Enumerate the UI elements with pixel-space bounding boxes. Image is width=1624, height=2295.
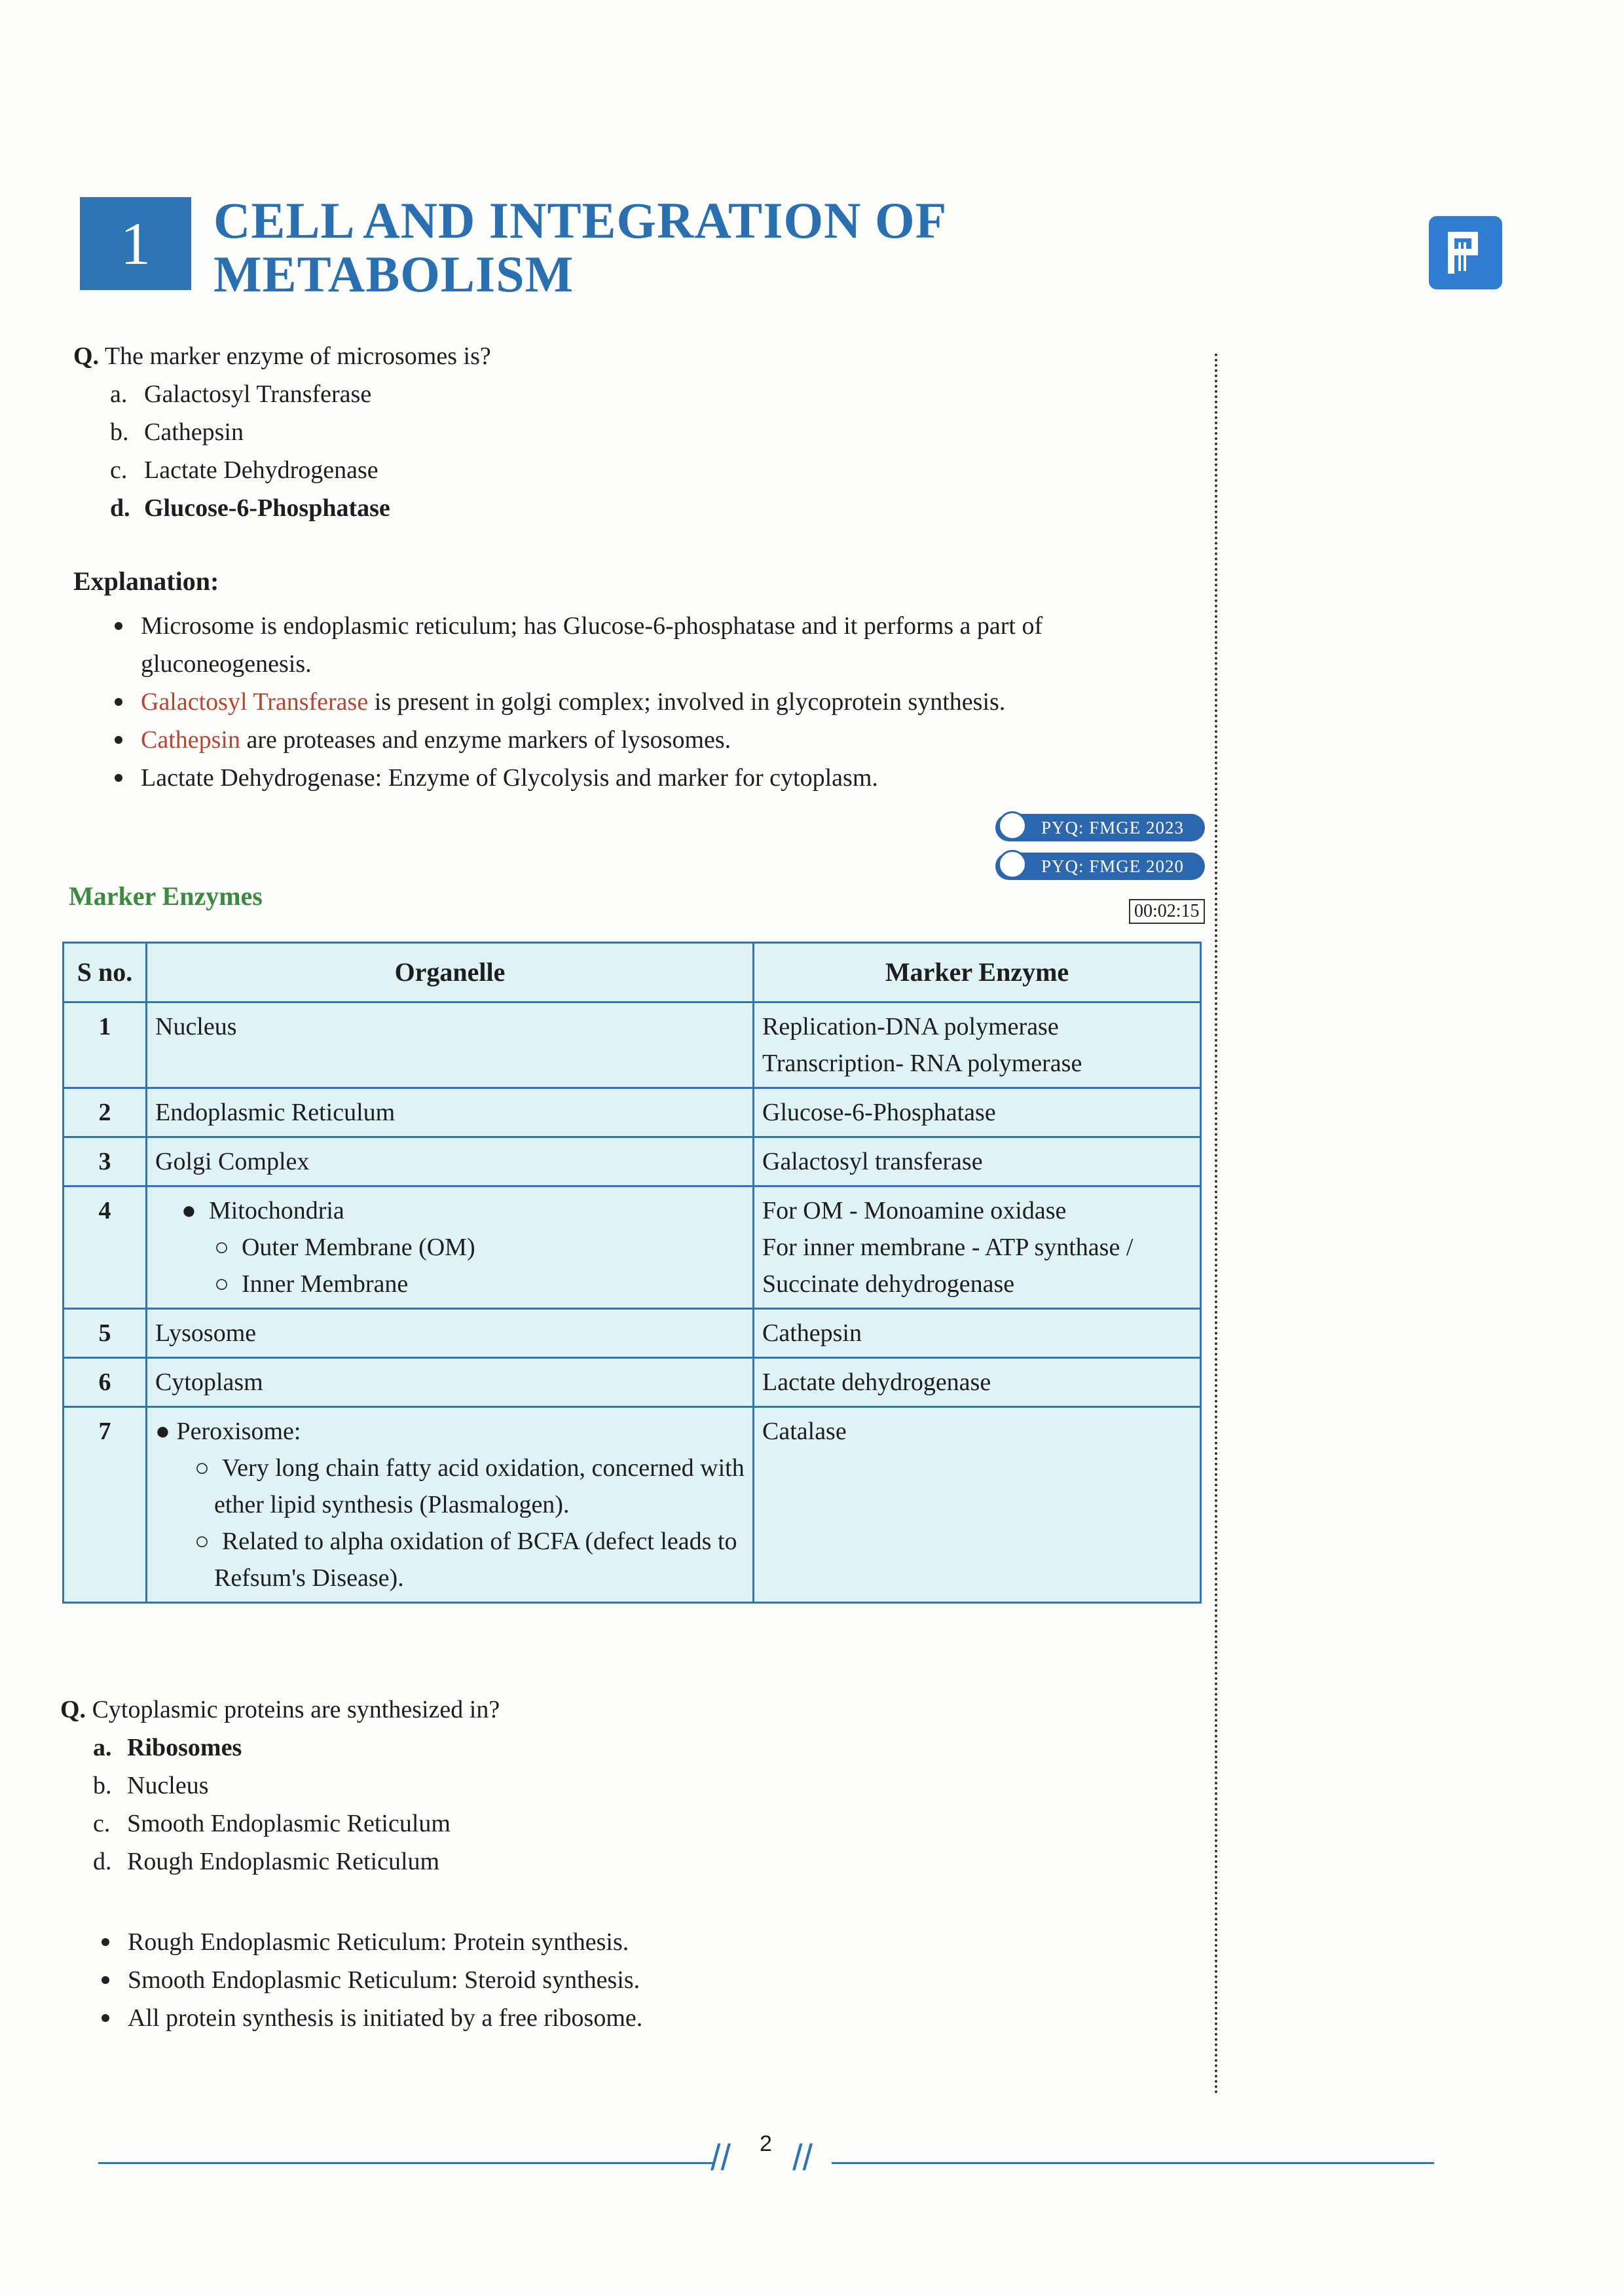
- cell-sno: 3: [64, 1137, 147, 1186]
- q2-bullet-2: Smooth Endoplasmic Reticulum: Steroid synthesis.: [128, 1962, 640, 1998]
- chapter-title: [213, 194, 1012, 301]
- explanation-heading: Explanation:: [73, 566, 219, 596]
- clock-icon: [998, 811, 1027, 840]
- cell-sno: 6: [64, 1358, 147, 1407]
- margin-dotted-line: [1215, 354, 1217, 2095]
- option-d: d. Rough Endoplasmic Reticulum: [93, 1848, 440, 1875]
- cell-enzyme: For OM - Monoamine oxidase For inner membrane - ATP synthase / Succinate dehydrogenase: [754, 1186, 1201, 1309]
- table-row: [64, 1088, 1201, 1137]
- explanation-bullet-3: Cathepsin are proteases and enzyme markers of lysosomes.: [141, 722, 731, 758]
- highlight-galactosyl: Galactosyl Transferase: [141, 688, 369, 716]
- table-row: [64, 1309, 1201, 1358]
- q2-bullet-3: All protein synthesis is initiated by a free ribosome.: [128, 2000, 642, 2036]
- cell-organelle: Cytoplasm: [147, 1358, 754, 1407]
- table-row: [64, 1358, 1201, 1407]
- bullet-icon: [101, 1938, 109, 1946]
- q-prefix: Q.: [73, 342, 100, 370]
- bullet-icon: [115, 774, 122, 782]
- table-header-row: [64, 943, 1201, 1002]
- table-row: [64, 1137, 1201, 1186]
- footer-slash-right: //: [792, 2137, 813, 2178]
- page-number: 2: [760, 2131, 772, 2156]
- option-a: a. Galactosyl Transferase: [110, 380, 372, 408]
- bullet-icon: [115, 698, 122, 706]
- explanation-bullet-4: Lactate Dehydrogenase: Enzyme of Glycolysis and marker for cytoplasm.: [141, 760, 878, 796]
- cell-enzyme: Lactate dehydrogenase: [754, 1358, 1201, 1407]
- explanation-bullet-1-cont: gluconeogenesis.: [141, 650, 312, 678]
- section-heading-marker-enzymes: Marker Enzymes: [69, 881, 263, 911]
- peroxisome-sub-2: ○ Related to alpha oxidation of BCFA (defect leads to Refsum's Disease).: [194, 1528, 737, 1592]
- footer-line-right: [832, 2162, 1434, 2164]
- option-c: c. Smooth Endoplasmic Reticulum: [93, 1810, 451, 1837]
- header-sno: S no.: [64, 943, 147, 1002]
- explanation-bullet-2: Galactosyl Transferase is present in golgi complex; involved in glycoprotein synthesis.: [141, 684, 1005, 720]
- cell-organelle: [147, 1407, 754, 1603]
- option-c: c. Lactate Dehydrogenase: [110, 456, 378, 484]
- table-row: [64, 1407, 1201, 1603]
- bullet-icon: [115, 622, 122, 630]
- bullet-icon: [101, 2014, 109, 2022]
- header-organelle: Organelle: [147, 943, 754, 1002]
- cell-enzyme: Cathepsin: [754, 1309, 1201, 1358]
- peroxisome-sub-1: ○ Very long chain fatty acid oxidation, concerned with ether lipid synthesis (Plasmalogen).: [194, 1454, 745, 1518]
- q2-bullet-1: Rough Endoplasmic Reticulum: Protein synthesis.: [128, 1924, 629, 1960]
- option-b: b. Nucleus: [93, 1772, 209, 1799]
- cell-enzyme: Catalase: [754, 1407, 1201, 1603]
- q1-options: [110, 375, 390, 527]
- header-marker-enzyme: Marker Enzyme: [754, 943, 1201, 1002]
- cell-organelle: Golgi Complex: [147, 1137, 754, 1186]
- timestamp-badge: 00:02:15: [1129, 899, 1205, 924]
- cell-enzyme: Galactosyl transferase: [754, 1137, 1201, 1186]
- question-1: [73, 337, 491, 375]
- peroxisome-main: ● Peroxisome:: [155, 1418, 301, 1445]
- publisher-logo-icon: [1429, 216, 1502, 289]
- cell-organelle: Nucleus: [147, 1002, 754, 1088]
- question-2: [60, 1691, 500, 1729]
- footer-slash-left: //: [710, 2137, 731, 2178]
- question-text: The marker enzyme of microsomes is?: [104, 342, 491, 370]
- cell-sno: 1: [64, 1002, 147, 1088]
- option-d-answer: d. Glucose-6-Phosphatase: [110, 494, 390, 522]
- table-row: [64, 1002, 1201, 1088]
- mito-main: ● Mitochondria: [181, 1197, 344, 1224]
- bullet-icon: [101, 1976, 109, 1984]
- cell-enzyme: Glucose-6-Phosphatase: [754, 1088, 1201, 1137]
- chapter-title-line2: METABOLISM: [213, 246, 574, 303]
- question-text: Cytoplasmic proteins are synthesized in?: [92, 1696, 500, 1723]
- highlight-cathepsin: Cathepsin: [141, 726, 240, 754]
- cell-sno: 4: [64, 1186, 147, 1309]
- p-logo-icon: [1443, 227, 1488, 279]
- table-row: [64, 1186, 1201, 1309]
- q2-options: [93, 1729, 451, 1881]
- option-b: b. Cathepsin: [110, 418, 244, 446]
- mito-sub-im: ○ Inner Membrane: [214, 1270, 409, 1298]
- explanation-bullet-1: Microsome is endoplasmic reticulum; has Glucose-6-phosphatase and it performs a part of: [141, 608, 1202, 644]
- option-a-answer: a. Ribosomes: [93, 1734, 242, 1761]
- chapter-number-box: 1: [80, 197, 191, 290]
- marker-enzymes-table: [62, 942, 1202, 1604]
- q-prefix: Q.: [60, 1696, 86, 1723]
- footer-line-left: [98, 2162, 714, 2164]
- cell-organelle: [147, 1186, 754, 1309]
- pyq-badge-2023: PYQ: FMGE 2023: [995, 814, 1205, 841]
- cell-sno: 5: [64, 1309, 147, 1358]
- pyq-badge-2020: PYQ: FMGE 2020: [995, 853, 1205, 880]
- bullet-icon: [115, 736, 122, 744]
- clock-icon: [998, 850, 1027, 879]
- chapter-title-line1: CELL AND INTEGRATION OF: [213, 192, 948, 249]
- cell-organelle: Endoplasmic Reticulum: [147, 1088, 754, 1137]
- cell-enzyme: Replication-DNA polymerase Transcription- RNA polymerase: [754, 1002, 1201, 1088]
- mito-sub-om: ○ Outer Membrane (OM): [214, 1234, 475, 1261]
- cell-organelle: Lysosome: [147, 1309, 754, 1358]
- cell-sno: 2: [64, 1088, 147, 1137]
- cell-sno: 7: [64, 1407, 147, 1603]
